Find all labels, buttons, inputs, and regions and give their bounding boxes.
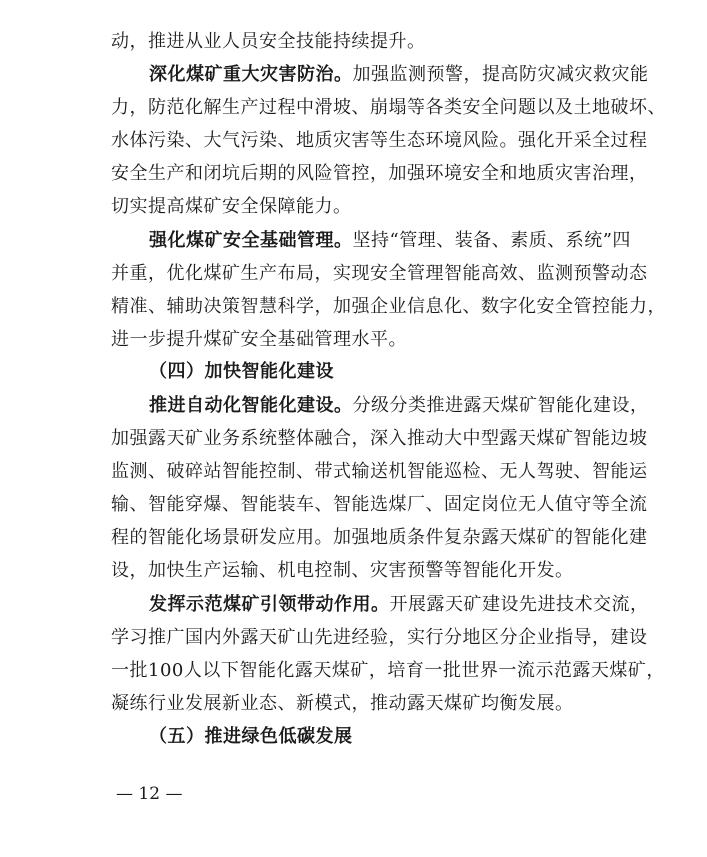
section-heading: （四）加快智能化建设	[149, 361, 334, 382]
paragraph-first-line	[149, 593, 649, 617]
paragraph-first-line	[149, 229, 631, 253]
paragraph-first-line	[149, 394, 649, 418]
page-number: — 12 —	[116, 784, 183, 804]
body-line: 学习推广国内外露天矿山先进经验，实行分地区分企业指导，建设	[111, 627, 648, 648]
body-line: 程的智能化场景研发应用。加强地质条件复杂露天煤矿的智能化建	[111, 527, 648, 548]
body-line: 加强露天矿业务系统整体融合，深入推动大中型露天煤矿智能边坡	[111, 428, 648, 449]
body-line: 力，防范化解生产过程中滑坡、崩塌等各类安全问题以及土地破坏、	[111, 97, 666, 118]
body-line: 精准、辅助决策智慧科学，加强企业信息化、数字化安全管控能力，	[111, 296, 666, 317]
body-text: 加强监测预警，提高防灾减灾救灾能	[352, 64, 649, 85]
body-line: 并重，优化煤矿生产布局，实现安全管理智能高效、监测预警动态	[111, 263, 648, 284]
paragraph-lead: 发挥示范煤矿引领带动作用。	[149, 594, 390, 615]
body-line: 凝练行业发展新业态、新模式，推动露天煤矿均衡发展。	[111, 693, 574, 714]
body-line: 动，推进从业人员安全技能持续提升。	[111, 31, 426, 52]
body-text: 开展露天矿建设先进技术交流，	[389, 594, 649, 615]
body-text: 坚持“管理、装备、素质、系统”四	[352, 230, 631, 251]
body-line: 水体污染、大气污染、地质灾害等生态环境风险。强化开采全过程	[111, 130, 648, 151]
body-line: 一批100人以下智能化露天煤矿，培育一批世界一流示范露天煤矿，	[111, 660, 665, 681]
body-line: 进一步提升煤矿安全基础管理水平。	[111, 329, 407, 350]
paragraph-lead: 推进自动化智能化建设。	[149, 395, 353, 416]
body-line: 设，加快生产运输、机电控制、灾害预警等智能化开发。	[111, 560, 574, 581]
body-line: 监测、破碎站智能控制、带式输送机智能巡检、无人驾驶、智能运	[111, 461, 648, 482]
section-heading: （五）推进绿色低碳发展	[149, 726, 353, 747]
paragraph-first-line	[149, 63, 649, 87]
body-line: 输、智能穿爆、智能装车、智能选煤厂、固定岗位无人值守等全流	[111, 494, 648, 515]
body-text: 分级分类推进露天煤矿智能化建设，	[352, 395, 649, 416]
body-line: 切实提高煤矿安全保障能力。	[111, 196, 352, 217]
paragraph-lead: 深化煤矿重大灾害防治。	[149, 64, 353, 85]
body-line: 安全生产和闭坑后期的风险管控，加强环境安全和地质灾害治理，	[111, 163, 648, 184]
paragraph-lead: 强化煤矿安全基础管理。	[149, 230, 353, 251]
